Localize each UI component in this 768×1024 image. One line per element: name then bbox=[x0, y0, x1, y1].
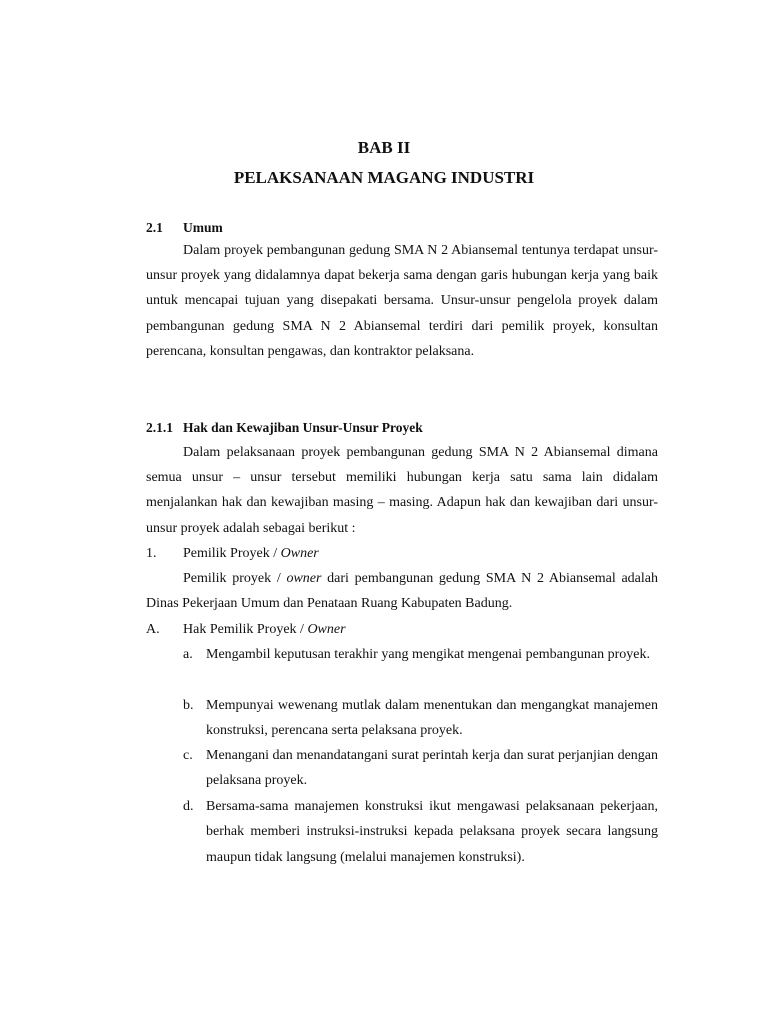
section-heading-2-1-1 bbox=[146, 419, 423, 437]
chapter-label: BAB II bbox=[357, 138, 411, 157]
owner-paragraph bbox=[146, 566, 658, 616]
section-2-1-paragraph: Dalam proyek pembangunan gedung SMA N 2 Abiansemal tentunya terdapat unsur-unsur proyek yang didalamnya dapat bekerja sama dengan garis hubungan kerja yang baik untuk mencapai tujuan yang disepakati bersama. Unsur-unsur pengelola proyek dalam pembangunan gedung SMA N 2 Abiansemal terdiri dari pemilik proyek, konsultan perencana, konsultan pengawas, dan kontraktor pelaksana. bbox=[146, 243, 658, 359]
section-heading-2-1 bbox=[146, 219, 223, 237]
sub-marker: d. bbox=[183, 799, 194, 814]
list-item-label: Pemilik Proyek / bbox=[183, 546, 281, 561]
list-item-label-italic: Owner bbox=[280, 546, 319, 561]
sub-text: Mempunyai wewenang mutlak dalam menentukan dan mengangkat manajemen konstruksi, perencana serta pelaksana proyek. bbox=[206, 698, 658, 739]
sub-marker: b. bbox=[183, 698, 194, 713]
sub-text: Menangani dan menandatangani surat perintah kerja dan surat perjanjian dengan pelaksana proyek. bbox=[206, 748, 658, 789]
section-title: Umum bbox=[183, 220, 223, 235]
section-title: Hak dan Kewajiban Unsur-Unsur Proyek bbox=[183, 420, 423, 435]
sub-marker: c. bbox=[183, 748, 193, 763]
owner-paragraph-part2: dari pembangunan gedung SMA N 2 Abiansemal adalah Dinas Pekerjaan Umum dan Penataan Ruang Kabupaten Badung. bbox=[146, 571, 658, 612]
list-item-label: Hak Pemilik Proyek / bbox=[183, 622, 308, 637]
list-item-1 bbox=[146, 541, 658, 566]
list-marker: 1. bbox=[146, 546, 157, 561]
list-item-label-italic: Owner bbox=[307, 622, 346, 637]
section-2-1-1-paragraph: Dalam pelaksanaan proyek pembangunan gedung SMA N 2 Abiansemal dimana semua unsur – unsur tersebut memiliki hubungan kerja satu sama lain didalam menjalankan hak dan kewajiban masing – masing. Adapun hak dan kewajiban dari unsur-unsur proyek adalah sebagai berikut : bbox=[146, 445, 658, 536]
list-item-A bbox=[146, 617, 658, 642]
owner-paragraph-part1: Pemilik proyek / bbox=[183, 571, 287, 586]
section-number: 2.1 bbox=[146, 220, 163, 235]
sub-item-a bbox=[183, 642, 658, 667]
list-marker: A. bbox=[146, 622, 160, 637]
sub-item-d bbox=[183, 794, 658, 870]
sub-text: Bersama-sama manajemen konstruksi ikut mengawasi pelaksanaan pekerjaan, berhak memberi instruksi-instruksi kepada pelaksana proyek secara langsung maupun tidak langsung (melalui manajemen konstruksi). bbox=[206, 799, 658, 865]
sub-item-c bbox=[183, 743, 658, 794]
sub-item-b bbox=[183, 693, 658, 744]
section-number: 2.1.1 bbox=[146, 420, 173, 435]
sub-marker: a. bbox=[183, 647, 193, 662]
chapter-title: PELAKSANAAN MAGANG INDUSTRI bbox=[233, 168, 535, 187]
owner-paragraph-italic: owner bbox=[286, 571, 322, 586]
sub-text: Mengambil keputusan terakhir yang mengikat mengenai pembangunan proyek. bbox=[206, 647, 650, 662]
